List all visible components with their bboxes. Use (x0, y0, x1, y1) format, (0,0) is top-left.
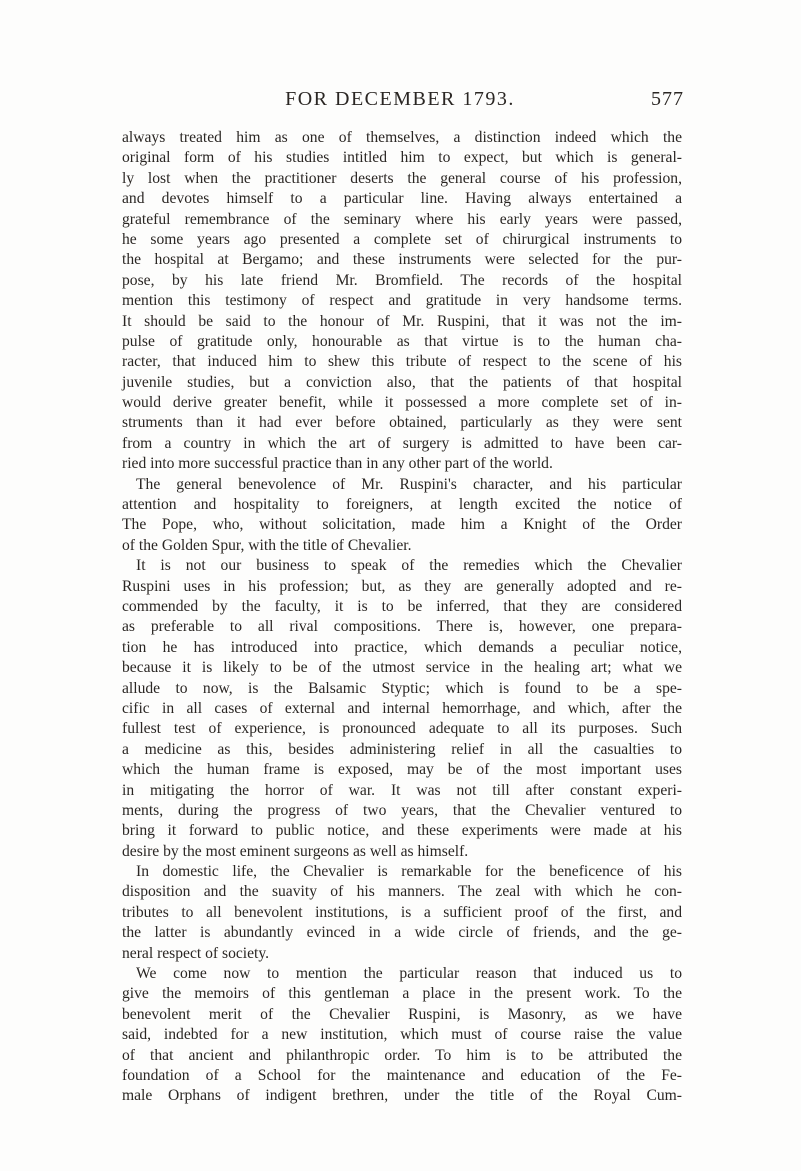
text-line: the hospital at Bergamo; and these instruments were selected for the pur- (122, 251, 682, 269)
text-line: as preferable to all rival compositions. There is, however, one prepara- (122, 618, 682, 636)
text-line: which the human frame is exposed, may be of the most important uses (122, 761, 682, 779)
text-line: give the memoirs of this gentleman a place in the present work. To the (122, 985, 682, 1003)
text-line: The Pope, who, without solicitation, made him a Knight of the Order (122, 516, 682, 534)
text-line: foundation of a School for the maintenance and education of the Fe- (122, 1066, 682, 1084)
text-line: benevolent merit of the Chevalier Ruspini, is Masonry, as we have (122, 1005, 682, 1023)
page-number: 577 (651, 88, 684, 110)
text-line: attention and hospitality to foreigners, at length excited the notice of (122, 496, 682, 514)
text-line: said, indebted for a new institution, which must of course raise the value (122, 1026, 682, 1044)
text-line: he some years ago presented a complete set of chirurgical instruments to (122, 230, 682, 248)
text-line: disposition and the suavity of his manners. The zeal with which he con- (122, 883, 682, 901)
text-line: male Orphans of indigent brethren, under the title of the Royal Cum- (122, 1087, 682, 1105)
text-line: pose, by his late friend Mr. Bromfield. The records of the hospital (122, 271, 682, 289)
text-line: juvenile studies, but a conviction also, that the patients of that hospital (122, 373, 682, 391)
text-line: mention this testimony of respect and gratitude in very handsome terms. (122, 292, 682, 310)
text-line: It should be said to the honour of Mr. Ruspini, that it was not the im- (122, 312, 682, 330)
text-line: pulse of gratitude only, honourable as that virtue is to the human cha- (122, 332, 682, 350)
text-line: desire by the most eminent surgeons as well as himself. (122, 842, 469, 860)
paragraph-start-line: In domestic life, the Chevalier is remarkable for the beneficence of his (136, 863, 682, 881)
text-line: Ruspini uses in his profession; but, as they are generally adopted and re- (122, 577, 682, 595)
text-line: ly lost when the practitioner deserts the general course of his profession, (122, 169, 682, 187)
text-line: neral respect of society. (122, 944, 270, 962)
text-line: because it is likely to be of the utmost service in the healing art; what we (122, 659, 682, 677)
text-line: original form of his studies intitled him to expect, but which is general- (122, 149, 682, 167)
text-line: ments, during the progress of two years, that the Chevalier ventured to (122, 801, 682, 819)
text-line: tion he has introduced into practice, which demands a peculiar notice, (122, 638, 682, 656)
running-head (120, 88, 684, 118)
text-line: tributes to all benevolent institutions, is a sufficient proof of the first, and (122, 903, 682, 921)
text-line: and devotes himself to a particular line. Having always entertained a (122, 190, 682, 208)
text-line: of the Golden Spur, with the title of Chevalier. (122, 536, 412, 554)
text-line: grateful remembrance of the seminary where his early years were passed, (122, 210, 682, 228)
text-line: allude to now, is the Balsamic Styptic; which is found to be a spe- (122, 679, 682, 697)
text-line: the latter is abundantly evinced in a wide circle of friends, and the ge- (122, 924, 682, 942)
text-line: struments than it had ever before obtained, particularly as they were sent (122, 414, 682, 432)
text-line: commended by the faculty, it is to be inferred, that they are considered (122, 597, 682, 615)
text-line: ried into more successful practice than in any other part of the world. (122, 455, 553, 473)
paragraph-start-line: We come now to mention the particular reason that induced us to (136, 965, 682, 983)
paragraph-start-line: It is not our business to speak of the remedies which the Chevalier (136, 557, 682, 575)
running-head-title: FOR DECEMBER 1793. (285, 88, 515, 110)
text-line: a medicine as this, besides administering relief in all the casualties to (122, 740, 682, 758)
text-line: fullest test of experience, is pronounced adequate to all its purposes. Such (122, 720, 682, 738)
text-line: always treated him as one of themselves, a distinction indeed which the (122, 129, 682, 146)
paragraph-start-line: The general benevolence of Mr. Ruspini's character, and his particular (136, 475, 682, 493)
text-line: from a country in which the art of surgery is admitted to have been car- (122, 434, 682, 452)
text-line: in mitigating the horror of war. It was not till after constant experi- (122, 781, 682, 799)
text-line: would derive greater benefit, while it possessed a more complete set of in- (122, 394, 682, 412)
body-text (122, 128, 682, 1107)
text-line: of that ancient and philanthropic order. To him is to be attributed the (122, 1046, 682, 1064)
text-line: cific in all cases of external and internal hemorrhage, and which, after the (122, 699, 682, 717)
text-line: racter, that induced him to shew this tribute of respect to the scene of his (122, 353, 682, 371)
text-line: bring it forward to public notice, and these experiments were made at his (122, 822, 682, 840)
